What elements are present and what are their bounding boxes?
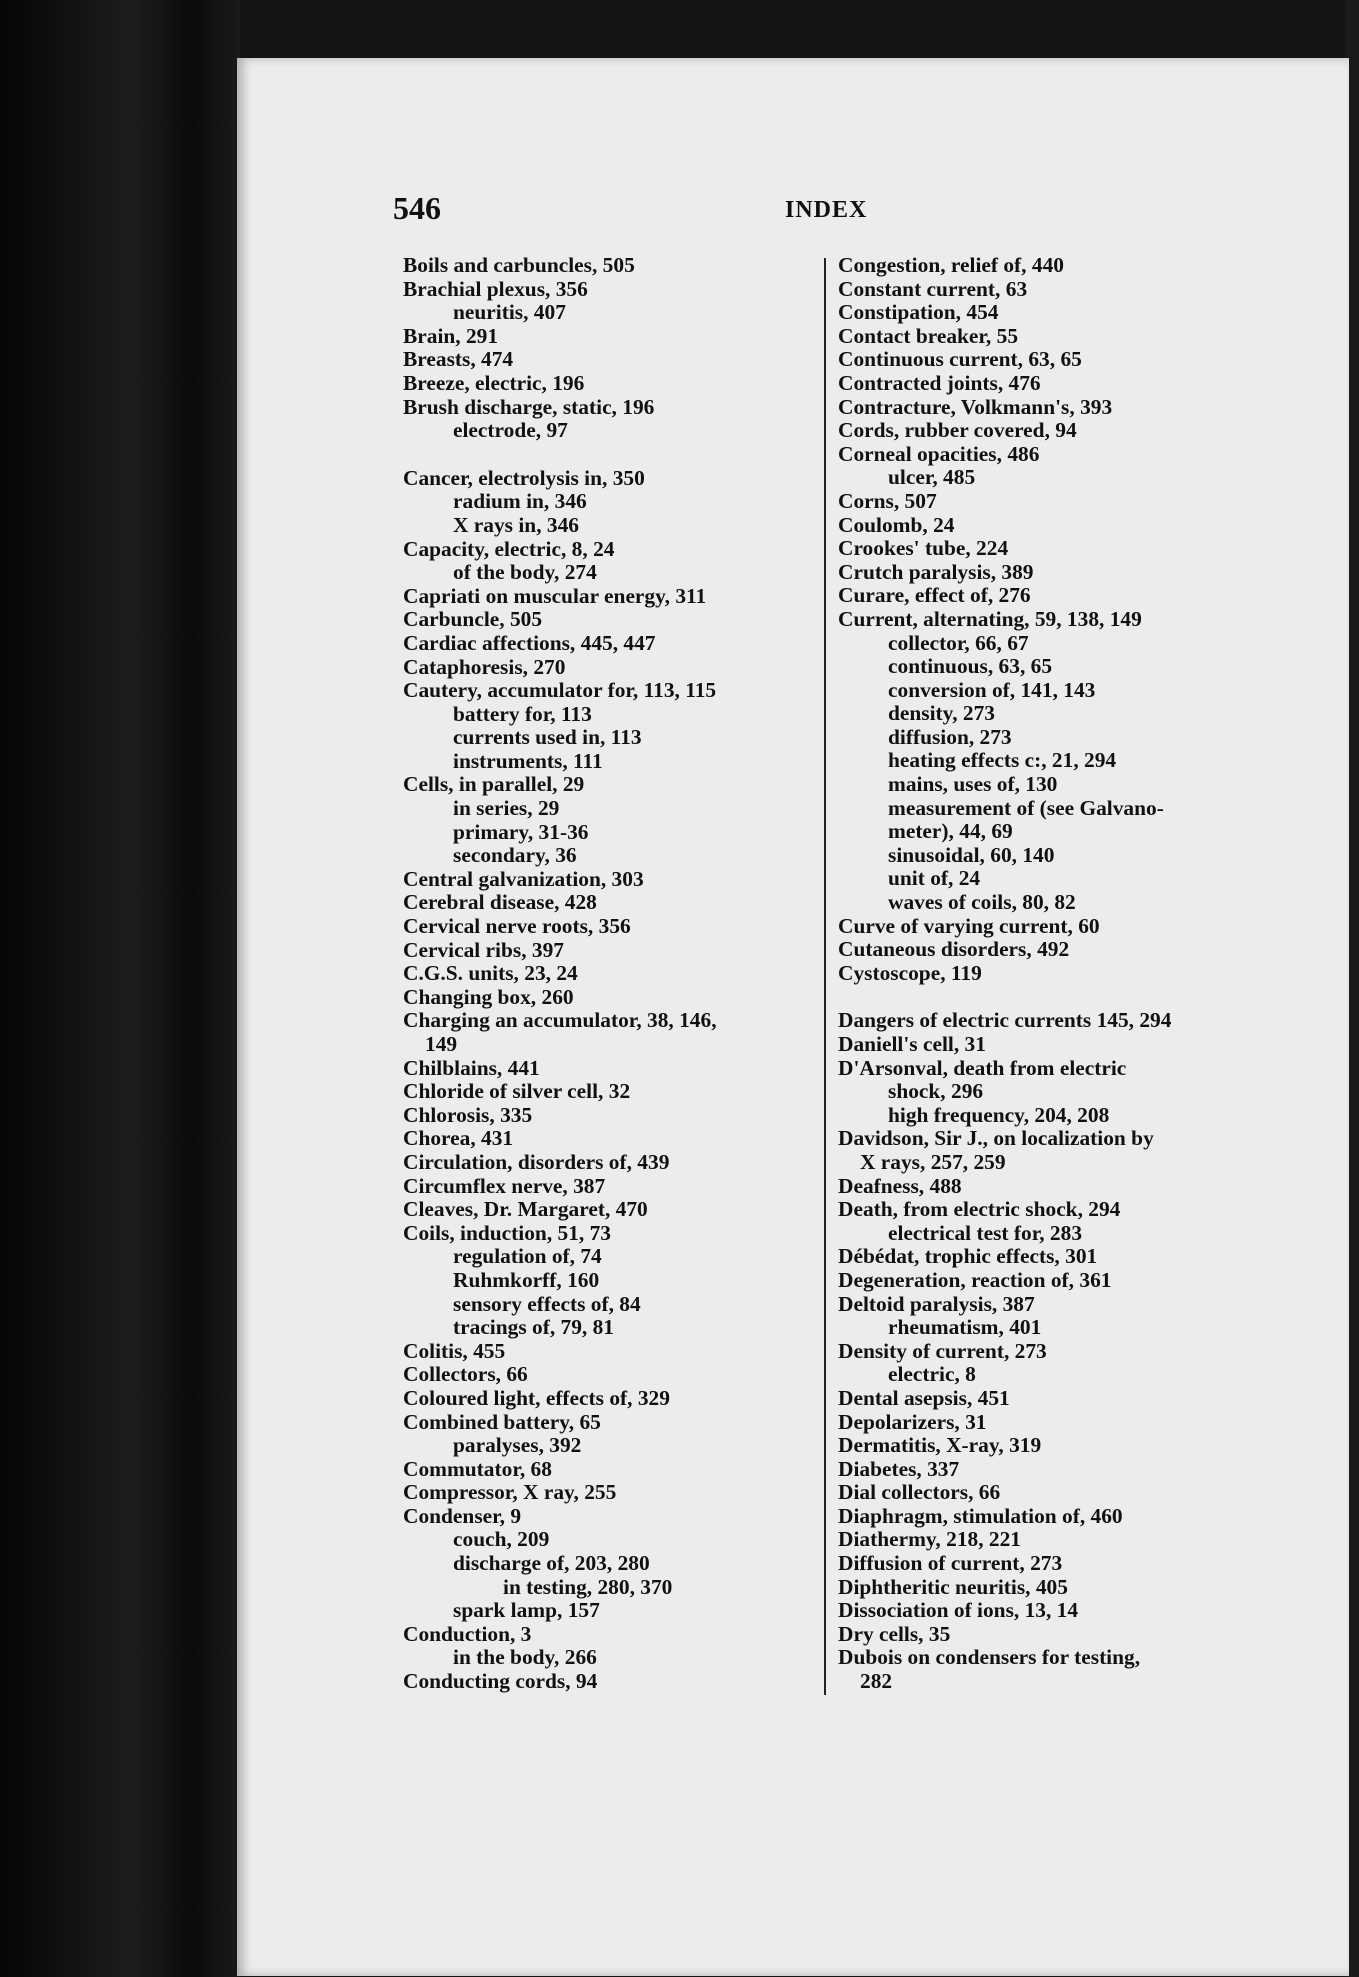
index-entry: Current, alternating, 59, 138, 149 — [838, 606, 1142, 631]
index-entry: Débédat, trophic effects, 301 — [838, 1244, 1098, 1269]
index-entry: Crutch paralysis, 389 — [838, 559, 1034, 584]
index-entry: Breeze, electric, 196 — [403, 370, 585, 395]
index-entry: Constipation, 454 — [838, 300, 999, 325]
index-entry: regulation of, 74 — [453, 1244, 602, 1269]
index-entry: Curare, effect of, 276 — [838, 583, 1031, 608]
index-entry: instruments, 111 — [453, 748, 603, 773]
index-entry: in the body, 266 — [453, 1645, 597, 1670]
index-entry: Corns, 507 — [838, 488, 937, 513]
index-entry: measurement of (see Galvano- — [888, 795, 1164, 820]
index-entry: D'Arsonval, death from electric — [838, 1055, 1127, 1080]
index-entry: Density of current, 273 — [838, 1338, 1047, 1363]
index-entry: Continuous current, 63, 65 — [838, 347, 1082, 372]
index-entry: Changing box, 260 — [403, 984, 574, 1009]
index-entry: discharge of, 203, 280 — [453, 1551, 650, 1576]
index-entry: Chorea, 431 — [403, 1126, 514, 1151]
index-entry: X rays in, 346 — [453, 512, 579, 537]
index-entry: Cleaves, Dr. Margaret, 470 — [403, 1197, 648, 1222]
index-entry: Cautery, accumulator for, 113, 115 — [403, 678, 717, 703]
index-entry: conversion of, 141, 143 — [888, 677, 1096, 702]
index-entry: Coloured light, effects of, 329 — [403, 1385, 670, 1410]
index-entry: Breasts, 474 — [403, 347, 514, 372]
index-entry: Constant current, 63 — [838, 276, 1028, 301]
index-entry: Combined battery, 65 — [403, 1409, 601, 1434]
index-entry: Cataphoresis, 270 — [403, 654, 566, 679]
index-entry: Cystoscope, 119 — [838, 960, 982, 985]
index-entry: diffusion, 273 — [888, 724, 1012, 749]
page-number: 546 — [393, 190, 441, 226]
index-entry: tracings of, 79, 81 — [453, 1315, 615, 1340]
index-entry: Collectors, 66 — [403, 1362, 528, 1387]
index-entry: Cervical ribs, 397 — [403, 937, 564, 962]
index-entry: Cells, in parallel, 29 — [403, 772, 585, 797]
index-entry: Brush discharge, static, 196 — [403, 394, 655, 419]
index-entry: X rays, 257, 259 — [860, 1149, 1006, 1174]
index-entry: Cutaneous disorders, 492 — [838, 937, 1070, 962]
index-entry: Daniell's cell, 31 — [838, 1032, 986, 1056]
column-divider — [824, 258, 826, 1695]
index-entry: spark lamp, 157 — [453, 1598, 600, 1623]
index-entry: Commutator, 68 — [403, 1456, 552, 1481]
index-entry: waves of coils, 80, 82 — [888, 890, 1076, 915]
index-entry: rheumatism, 401 — [888, 1315, 1042, 1340]
index-entry: Colitis, 455 — [403, 1338, 506, 1363]
index-entry: Cerebral disease, 428 — [403, 890, 597, 915]
index-entry: Cardiac affections, 445, 447 — [403, 630, 656, 655]
index-entry: Chloride of silver cell, 32 — [403, 1079, 631, 1104]
index-entry: Dissociation of ions, 13, 14 — [838, 1598, 1079, 1623]
index-entry: C.G.S. units, 23, 24 — [403, 961, 578, 986]
index-entry: Dial collectors, 66 — [838, 1480, 1001, 1505]
index-entry: Davidson, Sir J., on localization by — [838, 1126, 1154, 1151]
index-entry: in testing, 280, 370 — [503, 1574, 673, 1599]
index-entry: Circulation, disorders of, 439 — [403, 1149, 670, 1174]
index-entry: Dangers of electric currents 145, 294 — [838, 1008, 1172, 1033]
index-entry: 149 — [425, 1032, 458, 1056]
index-entry: couch, 209 — [453, 1527, 550, 1552]
index-entry: 282 — [860, 1669, 893, 1694]
index-entry: Diathermy, 218, 221 — [838, 1527, 1021, 1552]
index-entry: Cervical nerve roots, 356 — [403, 914, 631, 939]
index-entry: Diphtheritic neuritis, 405 — [838, 1574, 1068, 1599]
index-column-left — [403, 254, 823, 1694]
index-entry: Circumflex nerve, 387 — [403, 1173, 606, 1198]
index-entry: electrode, 97 — [453, 418, 568, 443]
index-entry: Depolarizers, 31 — [838, 1409, 987, 1434]
index-entry: sensory effects of, 84 — [453, 1291, 641, 1316]
index-entry: primary, 31-36 — [453, 819, 589, 844]
index-entry: meter), 44, 69 — [888, 819, 1013, 844]
index-entry: collector, 66, 67 — [888, 630, 1029, 655]
index-entry: Crookes' tube, 224 — [838, 536, 1009, 561]
index-entry: Carbuncle, 505 — [403, 607, 543, 632]
index-entry: Contracted joints, 476 — [838, 370, 1041, 395]
index-entry: Capacity, electric, 8, 24 — [403, 536, 615, 561]
index-entry: unit of, 24 — [888, 866, 981, 891]
index-entry: Contact breaker, 55 — [838, 323, 1019, 348]
index-entry: Deltoid paralysis, 387 — [838, 1291, 1035, 1316]
index-entry: electrical test for, 283 — [888, 1220, 1083, 1245]
index-entry: Diabetes, 337 — [838, 1456, 960, 1481]
index-entry: shock, 296 — [888, 1079, 984, 1104]
index-entry: Conduction, 3 — [403, 1621, 532, 1646]
index-entry: Charging an accumulator, 38, 146, — [403, 1008, 717, 1033]
index-entry: Deafness, 488 — [838, 1173, 962, 1198]
index-entry: Coils, induction, 51, 73 — [403, 1220, 612, 1245]
index-entry: radium in, 346 — [453, 489, 587, 514]
index-entry: Cancer, electrolysis in, 350 — [403, 465, 645, 490]
index-entry: Congestion, relief of, 440 — [838, 253, 1064, 277]
index-entry: Condenser, 9 — [403, 1503, 522, 1528]
index-entry: mains, uses of, 130 — [888, 772, 1058, 797]
index-entry: sinusoidal, 60, 140 — [888, 842, 1055, 867]
index-entry: Brain, 291 — [403, 323, 499, 348]
index-entry: Dubois on condensers for testing, — [838, 1645, 1141, 1670]
index-entry: Cords, rubber covered, 94 — [838, 418, 1077, 443]
index-entry: high frequency, 204, 208 — [888, 1102, 1110, 1127]
index-entry: Capriati on muscular energy, 311 — [403, 583, 707, 608]
index-entry: Dry cells, 35 — [838, 1621, 951, 1646]
index-entry: neuritis, 407 — [453, 300, 566, 325]
index-entry: currents used in, 113 — [453, 725, 642, 750]
index-entry: Coulomb, 24 — [838, 512, 955, 537]
index-entry: paralyses, 392 — [453, 1433, 582, 1458]
index-entry: Compressor, X ray, 255 — [403, 1480, 617, 1505]
index-entry: Conducting cords, 94 — [403, 1669, 598, 1694]
section-gap — [838, 985, 1243, 1009]
index-entry: Degeneration, reaction of, 361 — [838, 1267, 1112, 1292]
index-entry: continuous, 63, 65 — [888, 654, 1053, 679]
scan-dark-margin-left — [0, 0, 240, 1977]
index-entry: heating effects c:, 21, 294 — [888, 748, 1117, 773]
index-entry: Contracture, Volkmann's, 393 — [838, 394, 1113, 419]
index-entry: Chilblains, 441 — [403, 1055, 540, 1080]
index-entry: Corneal opacities, 486 — [838, 441, 1040, 466]
index-entry: Ruhmkorff, 160 — [453, 1267, 600, 1292]
index-entry: Brachial plexus, 356 — [403, 276, 588, 301]
index-entry: Curve of varying current, 60 — [838, 913, 1100, 938]
index-entry: in series, 29 — [453, 796, 560, 821]
index-entry: Dental asepsis, 451 — [838, 1385, 1010, 1410]
index-entry: battery for, 113 — [453, 701, 592, 726]
index-entry: electric, 8 — [888, 1362, 976, 1387]
index-entry: Dermatitis, X-ray, 319 — [838, 1433, 1042, 1458]
index-column-right — [838, 254, 1243, 1694]
index-entry: Death, from electric shock, 294 — [838, 1197, 1121, 1222]
section-gap — [403, 443, 823, 467]
index-entry: Central galvanization, 303 — [403, 866, 644, 891]
index-entry: Chlorosis, 335 — [403, 1102, 533, 1127]
index-entry: Diaphragm, stimulation of, 460 — [838, 1503, 1123, 1528]
index-entry: Boils and carbuncles, 505 — [403, 253, 635, 277]
index-entry: of the body, 274 — [453, 560, 597, 585]
index-entry: Diffusion of current, 273 — [838, 1551, 1063, 1576]
index-entry: ulcer, 485 — [888, 465, 976, 490]
index-entry: secondary, 36 — [453, 843, 577, 868]
index-entry: density, 273 — [888, 701, 995, 726]
running-head-title: INDEX — [785, 197, 868, 223]
